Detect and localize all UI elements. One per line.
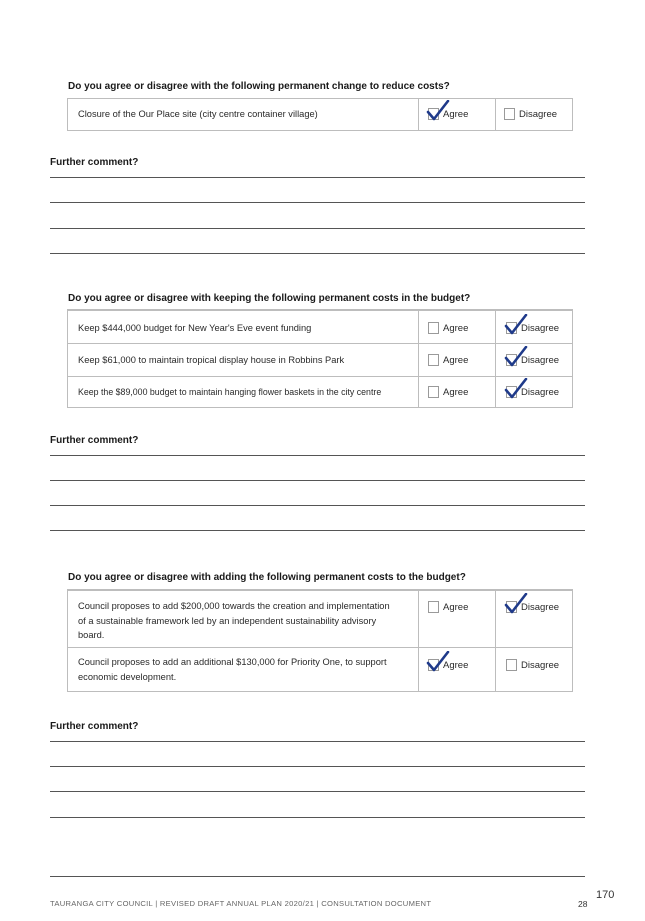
disagree-option[interactable] <box>506 322 559 334</box>
comment-line[interactable] <box>50 791 585 792</box>
comment-line[interactable] <box>50 505 585 506</box>
agree-label: Agree <box>443 386 469 398</box>
agree-checkbox[interactable] <box>428 354 439 366</box>
disagree-label: Disagree <box>521 659 560 671</box>
agree-option[interactable] <box>428 108 468 120</box>
question-reduce-costs: Do you agree or disagree with the following permanent change to reduce costs? <box>68 81 450 92</box>
further-comment-label: Further comment? <box>50 435 139 446</box>
disagree-label: Disagree <box>521 354 560 366</box>
agree-option[interactable] <box>428 354 468 366</box>
disagree-checkbox[interactable] <box>506 354 517 366</box>
agree-option[interactable] <box>428 322 468 334</box>
checkmark-icon <box>425 100 451 122</box>
further-comment-label: Further comment? <box>50 157 139 168</box>
comment-line[interactable] <box>50 253 585 254</box>
agree-label: Agree <box>443 601 469 613</box>
comment-line[interactable] <box>50 530 585 531</box>
agree-option[interactable] <box>428 659 468 671</box>
checkmark-icon <box>503 378 529 400</box>
disagree-checkbox[interactable] <box>506 322 517 334</box>
disagree-option[interactable] <box>504 108 557 120</box>
comment-line[interactable] <box>50 228 585 229</box>
comment-line[interactable] <box>50 202 585 203</box>
comment-line[interactable] <box>50 741 585 742</box>
table-row <box>68 99 572 130</box>
row-statement: Closure of the Our Place site (city centre container village) <box>78 109 318 119</box>
disagree-checkbox[interactable] <box>506 386 517 398</box>
checkmark-icon <box>503 314 529 336</box>
question-add-costs: Do you agree or disagree with adding the following permanent costs to the budget? <box>68 572 466 583</box>
agree-checkbox[interactable] <box>428 601 439 613</box>
checkmark-icon <box>503 346 529 368</box>
row-statement: Keep the $89,000 budget to maintain hanging flower baskets in the city centre <box>78 387 382 397</box>
row-statement: Keep $444,000 budget for New Year's Eve event funding <box>78 323 312 333</box>
disagree-label: Disagree <box>519 108 558 120</box>
row-statement: Council proposes to add $200,000 towards the creation and implementation of a sustainable framework led by an independent sustainability advisory board. <box>78 601 390 640</box>
agree-label: Agree <box>443 322 469 334</box>
row-statement: Council proposes to add an additional $130,000 for Priority One, to support economic development. <box>78 657 387 682</box>
comment-line[interactable] <box>50 455 585 456</box>
agree-checkbox[interactable] <box>428 108 439 120</box>
table-row <box>68 647 572 691</box>
footer-text: TAURANGA CITY COUNCIL | REVISED DRAFT ANNUAL PLAN 2020/21 | CONSULTATION DOCUMENT <box>50 899 432 908</box>
table-row <box>68 343 572 376</box>
disagree-option[interactable] <box>506 386 559 398</box>
disagree-label: Disagree <box>521 322 560 334</box>
disagree-label: Disagree <box>521 601 560 613</box>
checkmark-icon <box>503 593 529 615</box>
disagree-option[interactable] <box>506 659 559 671</box>
agree-label: Agree <box>443 659 469 671</box>
comment-line[interactable] <box>50 766 585 767</box>
disagree-label: Disagree <box>521 386 560 398</box>
agree-option[interactable] <box>428 601 468 613</box>
table-row <box>68 310 572 343</box>
agree-label: Agree <box>443 354 469 366</box>
agree-label: Agree <box>443 108 469 120</box>
table-row <box>68 376 572 407</box>
keep-costs-table <box>67 309 573 408</box>
comment-line[interactable] <box>50 177 585 178</box>
disagree-checkbox[interactable] <box>506 601 517 613</box>
agree-option[interactable] <box>428 386 468 398</box>
comment-line[interactable] <box>50 480 585 481</box>
question-keep-costs: Do you agree or disagree with keeping the following permanent costs in the budget? <box>68 293 471 304</box>
disagree-option[interactable] <box>506 354 559 366</box>
reduce-costs-table <box>67 98 573 131</box>
page-number: 28 <box>578 899 588 909</box>
further-comment-label: Further comment? <box>50 721 139 732</box>
comment-line[interactable] <box>50 817 585 818</box>
footer-divider <box>50 876 585 877</box>
agree-checkbox[interactable] <box>428 322 439 334</box>
checkmark-icon <box>425 651 451 673</box>
agree-checkbox[interactable] <box>428 386 439 398</box>
handwritten-page-number: 170 <box>596 889 615 901</box>
row-statement: Keep $61,000 to maintain tropical display house in Robbins Park <box>78 355 345 365</box>
disagree-checkbox[interactable] <box>506 659 517 671</box>
disagree-checkbox[interactable] <box>504 108 515 120</box>
table-row <box>68 590 572 647</box>
add-costs-table <box>67 589 573 692</box>
disagree-option[interactable] <box>506 601 559 613</box>
agree-checkbox[interactable] <box>428 659 439 671</box>
